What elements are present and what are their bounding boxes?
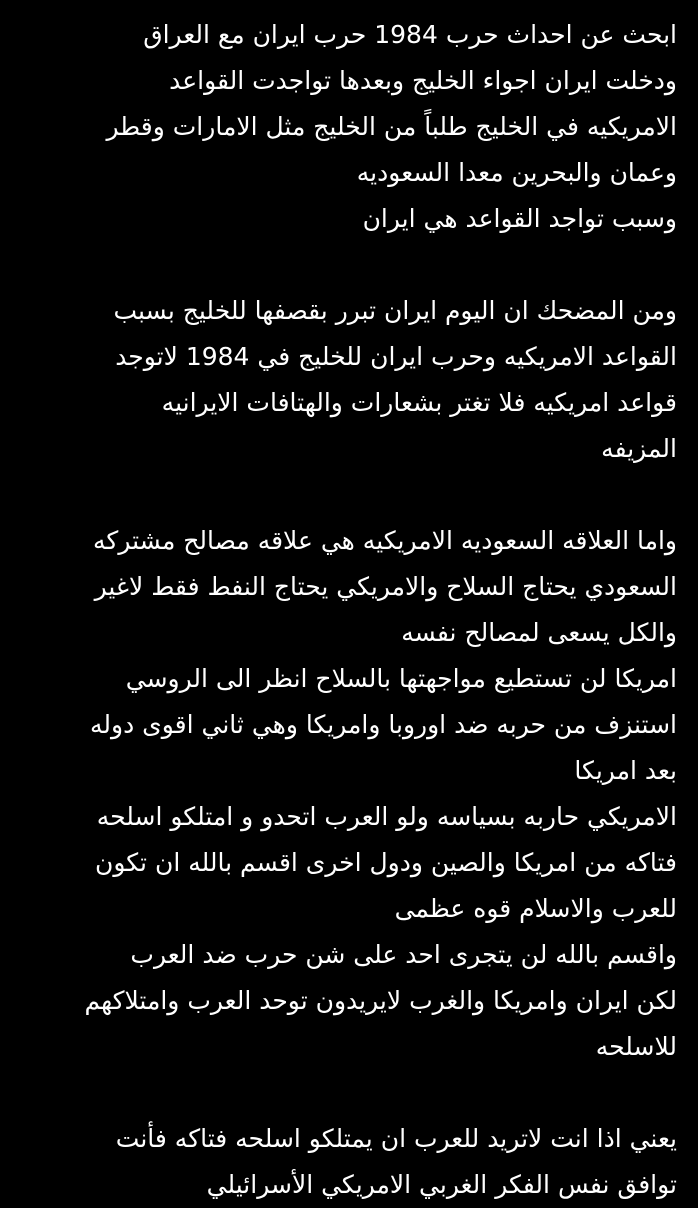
text-line: القواعد الامريكيه وحرب ايران للخليج في 1984 لاتوجد (115, 342, 677, 371)
text-line: ودخلت ايران اجواء الخليج وبعدها تواجدت القواعد (169, 66, 677, 95)
paragraph (21, 12, 677, 242)
text-line: لكن ايران وامريكا والغرب لايريدون توحد العرب وامتلاكهم (84, 986, 677, 1015)
text-line: واقسم بالله لن يتجرى احد على شن حرب ضد العرب (130, 940, 677, 969)
text-line: وسبب تواجد القواعد هي ايران (362, 204, 677, 233)
paragraph (21, 288, 677, 472)
text-line: للاسلحه (595, 1032, 677, 1061)
paragraph-break (21, 1070, 677, 1116)
text-line: بعد امريكا (574, 756, 677, 785)
paragraph-break (21, 242, 677, 288)
paragraph (21, 1116, 677, 1208)
text-line: ابحث عن احداث حرب 1984 حرب ايران مع العراق (143, 20, 677, 49)
text-line: السعودي يحتاج السلاح والامريكي يحتاج النفط فقط لاغير (94, 572, 677, 601)
text-line: واما العلاقه السعوديه الامريكيه هي علاقه مصالح مشتركه (93, 526, 677, 555)
text-line: وعمان والبحرين معدا السعوديه (356, 158, 677, 187)
text-line: الامريكي حاربه بسياسه ولو العرب اتحدو و امتلكو اسلحه (96, 802, 677, 831)
text-line: والكل يسعى لمصالح نفسه (401, 618, 677, 647)
paragraph (21, 518, 677, 1070)
text-line: الامريكيه في الخليج طلباً من الخليج مثل الامارات وقطر (106, 112, 677, 141)
text-line: توافق نفس الفكر الغربي الامريكي الأسرائيلي (206, 1170, 677, 1199)
text-line: امريكا لن تستطيع مواجهتها بالسلاح انظر الى الروسي (125, 664, 677, 693)
text-line: ومن المضحك ان اليوم ايران تبرر بقصفها للخليج بسبب (113, 296, 677, 325)
text-line: للعرب والاسلام قوه عظمى (394, 894, 677, 923)
paragraph-break (21, 472, 677, 518)
text-line: استنزف من حربه ضد اوروبا وامريكا وهي ثاني اقوى دوله (90, 710, 677, 739)
text-line: المزيفه (601, 434, 677, 463)
text-line: يعني اذا انت لاتريد للعرب ان يمتلكو اسلحه فتاكه فأنت (115, 1124, 677, 1153)
text-line: فتاكه من امريكا والصين ودول اخرى اقسم بالله ان تكون (94, 848, 677, 877)
text-line: قواعد امريكيه فلا تغتر بشعارات والهتافات الايرانيه (161, 388, 677, 417)
